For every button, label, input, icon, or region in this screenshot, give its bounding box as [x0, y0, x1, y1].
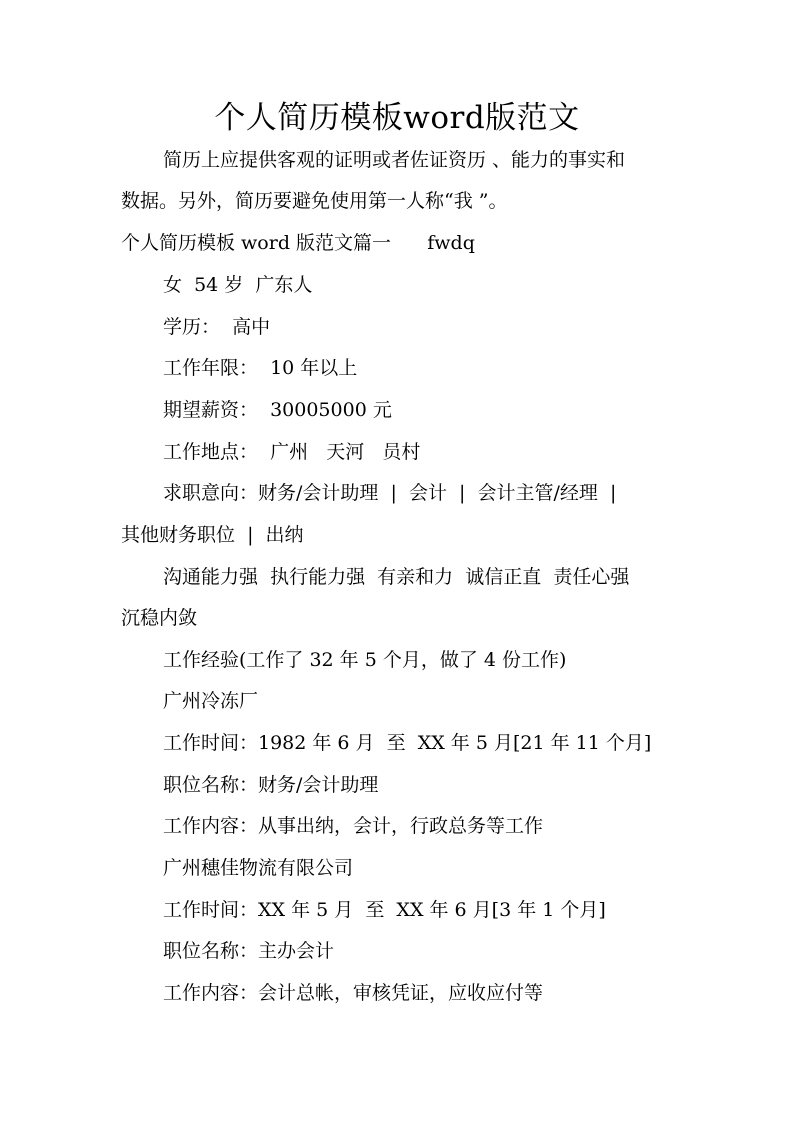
profile-work-years: 工作年限： 10 年以上	[163, 357, 358, 379]
job-2-company: 广州穗佳物流有限公司	[163, 857, 354, 879]
section-heading: 个人简历模板 word 版范文篇一 fwdq	[121, 232, 475, 254]
profile-job-intent-line-2: 其他财务职位 | 出纳	[121, 524, 304, 546]
job-2-content: 工作内容：会计总帐，审核凭证，应收应付等	[163, 982, 544, 1004]
job-1-company: 广州冷冻厂	[163, 690, 259, 712]
profile-basic-info: 女 54 岁 广东人	[163, 274, 313, 296]
experience-summary: 工作经验(工作了 32 年 5 个月，做了 4 份工作)	[163, 649, 567, 671]
job-1-position: 职位名称：财务/会计助理	[163, 774, 379, 796]
intro-line-2: 数据。另外，简历要避免使用第一人称“我 ”。	[121, 190, 508, 212]
intro-line-1: 简历上应提供客观的证明或者佐证资历 、能力的事实和	[163, 149, 626, 171]
document-title: 个人简历模板word版范文	[214, 100, 580, 136]
profile-expected-salary: 期望薪资： 30005000 元	[163, 399, 392, 421]
profile-education: 学历： 高中	[163, 316, 271, 338]
profile-traits-line-1: 沟通能力强 执行能力强 有亲和力 诚信正直 责任心强	[163, 566, 630, 588]
profile-work-location: 工作地点： 广州 天河 员村	[163, 441, 421, 463]
profile-job-intent-line-1: 求职意向：财务/会计助理 | 会计 | 会计主管/经理 |	[163, 482, 617, 504]
job-1-time: 工作时间：1982 年 6 月 至 XX 年 5 月[21 年 11 个月]	[163, 732, 652, 754]
profile-traits-line-2: 沉稳内敛	[121, 607, 198, 629]
job-1-content: 工作内容：从事出纳，会计，行政总务等工作	[163, 815, 544, 837]
job-2-time: 工作时间：XX 年 5 月 至 XX 年 6 月[3 年 1 个月]	[163, 899, 606, 921]
job-2-position: 职位名称：主办会计	[163, 940, 335, 962]
